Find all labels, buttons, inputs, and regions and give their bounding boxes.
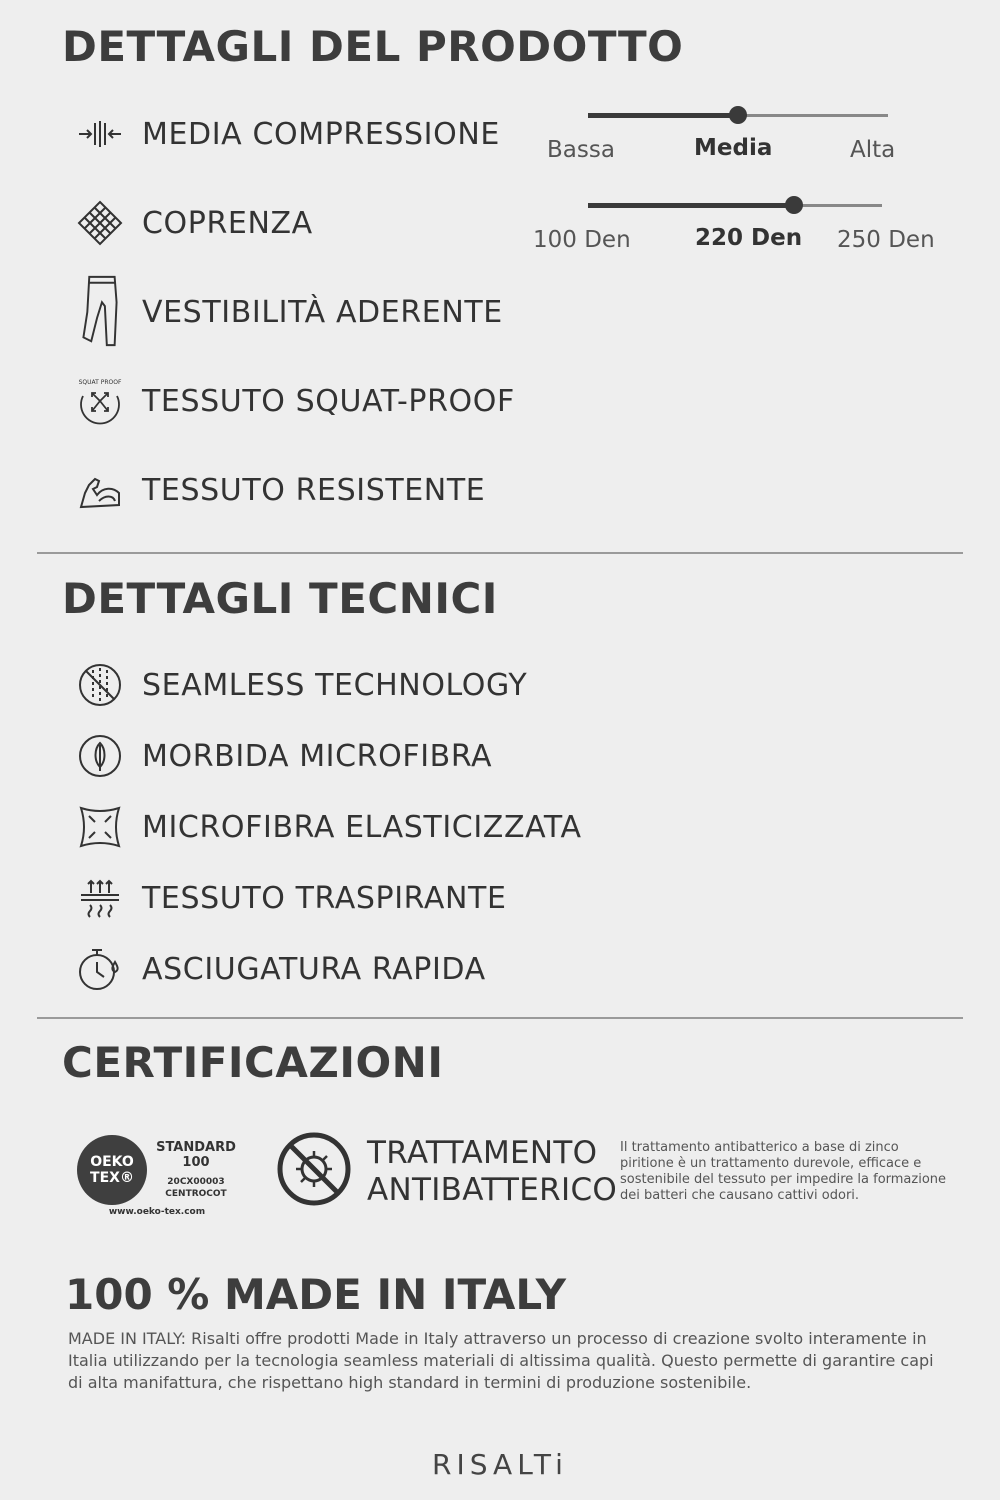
coverage-selected-label: 220 Den — [695, 225, 803, 251]
svg-text:SQUAT PROOF: SQUAT PROOF — [78, 379, 122, 386]
feature-label: MEDIA COMPRESSIONE — [142, 116, 500, 152]
section-title-technical: DETTAGLI TECNICI — [62, 574, 498, 623]
feature-resistant — [70, 460, 485, 520]
brand-logo: RISALTi — [432, 1448, 568, 1481]
oeko-standard: STANDARD — [156, 1140, 236, 1155]
antibacterial-title-line2: ANTIBATTERICO — [367, 1172, 618, 1208]
breathable-icon — [70, 868, 130, 928]
tech-soft-microfiber — [70, 726, 492, 786]
oeko-logo-line2: TEX® — [90, 1170, 134, 1186]
muscle-arm-icon — [70, 460, 130, 520]
antibacterial-icon — [276, 1131, 352, 1207]
tech-breathable — [70, 868, 507, 928]
compression-icon — [70, 104, 130, 164]
oeko-institute: CENTROCOT — [165, 1189, 227, 1199]
quick-dry-icon — [70, 939, 130, 999]
weave-icon — [70, 193, 130, 253]
feather-icon — [70, 726, 130, 786]
feature-coverage — [70, 193, 313, 253]
section-title-certifications: CERTIFICAZIONI — [62, 1038, 444, 1087]
compression-low-label: Bassa — [547, 137, 615, 163]
coverage-fill — [588, 203, 794, 208]
tech-label: TESSUTO TRASPIRANTE — [142, 880, 507, 916]
antibacterial-title — [367, 1135, 617, 1209]
tech-label: SEAMLESS TECHNOLOGY — [142, 667, 528, 703]
tech-quick-dry — [70, 939, 486, 999]
made-in-italy-title: 100 % MADE IN ITALY — [65, 1270, 567, 1319]
tech-elastic-microfiber — [70, 797, 582, 857]
feature-label: COPRENZA — [142, 205, 313, 241]
coverage-knob — [785, 196, 803, 214]
antibacterial-title-line1: TRATTAMENTO — [367, 1135, 598, 1171]
seamless-icon — [70, 655, 130, 715]
leggings-icon — [70, 282, 130, 342]
compression-high-label: Alta — [850, 137, 896, 163]
feature-label: TESSUTO SQUAT-PROOF — [142, 383, 515, 419]
oeko-tex-logo — [77, 1135, 147, 1205]
feature-compression — [70, 104, 500, 164]
oeko-logo-line1: OEKO — [90, 1154, 134, 1170]
feature-label: VESTIBILITÀ ADERENTE — [142, 294, 503, 330]
antibacterial-description: Il trattamento antibatterico a base di zinco piritione è un trattamento durevole, efficace e sostenibile del tessuto per impedire la formazione dei batteri che causano cattivi odori. — [620, 1140, 947, 1203]
tech-label: MORBIDA MICROFIBRA — [142, 738, 493, 774]
made-in-italy-description: MADE IN ITALY: Risalti offre prodotti Made in Italy attraverso un processo di creazione svolto interamente in Italia utilizzando per la tecnologia seamless materiali di altissima qualità. Questo permette di garantire capi di alta manifattura, che rispettano high standard in termini di produzione sostenibile. — [68, 1329, 934, 1392]
coverage-high-label: 250 Den — [837, 227, 935, 253]
oeko-number: 100 — [182, 1155, 210, 1170]
coverage-low-label: 100 Den — [533, 227, 631, 253]
feature-fit — [70, 282, 503, 342]
compression-fill — [588, 113, 738, 118]
compression-selected-label: Media — [694, 135, 773, 161]
compression-knob — [729, 106, 747, 124]
oeko-url: www.oeko-tex.com — [108, 1207, 206, 1217]
feature-label: TESSUTO RESISTENTE — [142, 472, 486, 508]
tech-label: ASCIUGATURA RAPIDA — [142, 951, 486, 987]
section-title-product: DETTAGLI DEL PRODOTTO — [62, 22, 684, 71]
tech-label: MICROFIBRA ELASTICIZZATA — [142, 809, 582, 845]
divider — [37, 552, 963, 554]
tech-seamless — [70, 655, 527, 715]
squat-proof-icon — [70, 371, 130, 431]
stretch-icon — [70, 797, 130, 857]
oeko-code: 20CX00003 — [167, 1177, 225, 1187]
feature-squat-proof — [70, 371, 515, 431]
divider — [37, 1017, 963, 1019]
